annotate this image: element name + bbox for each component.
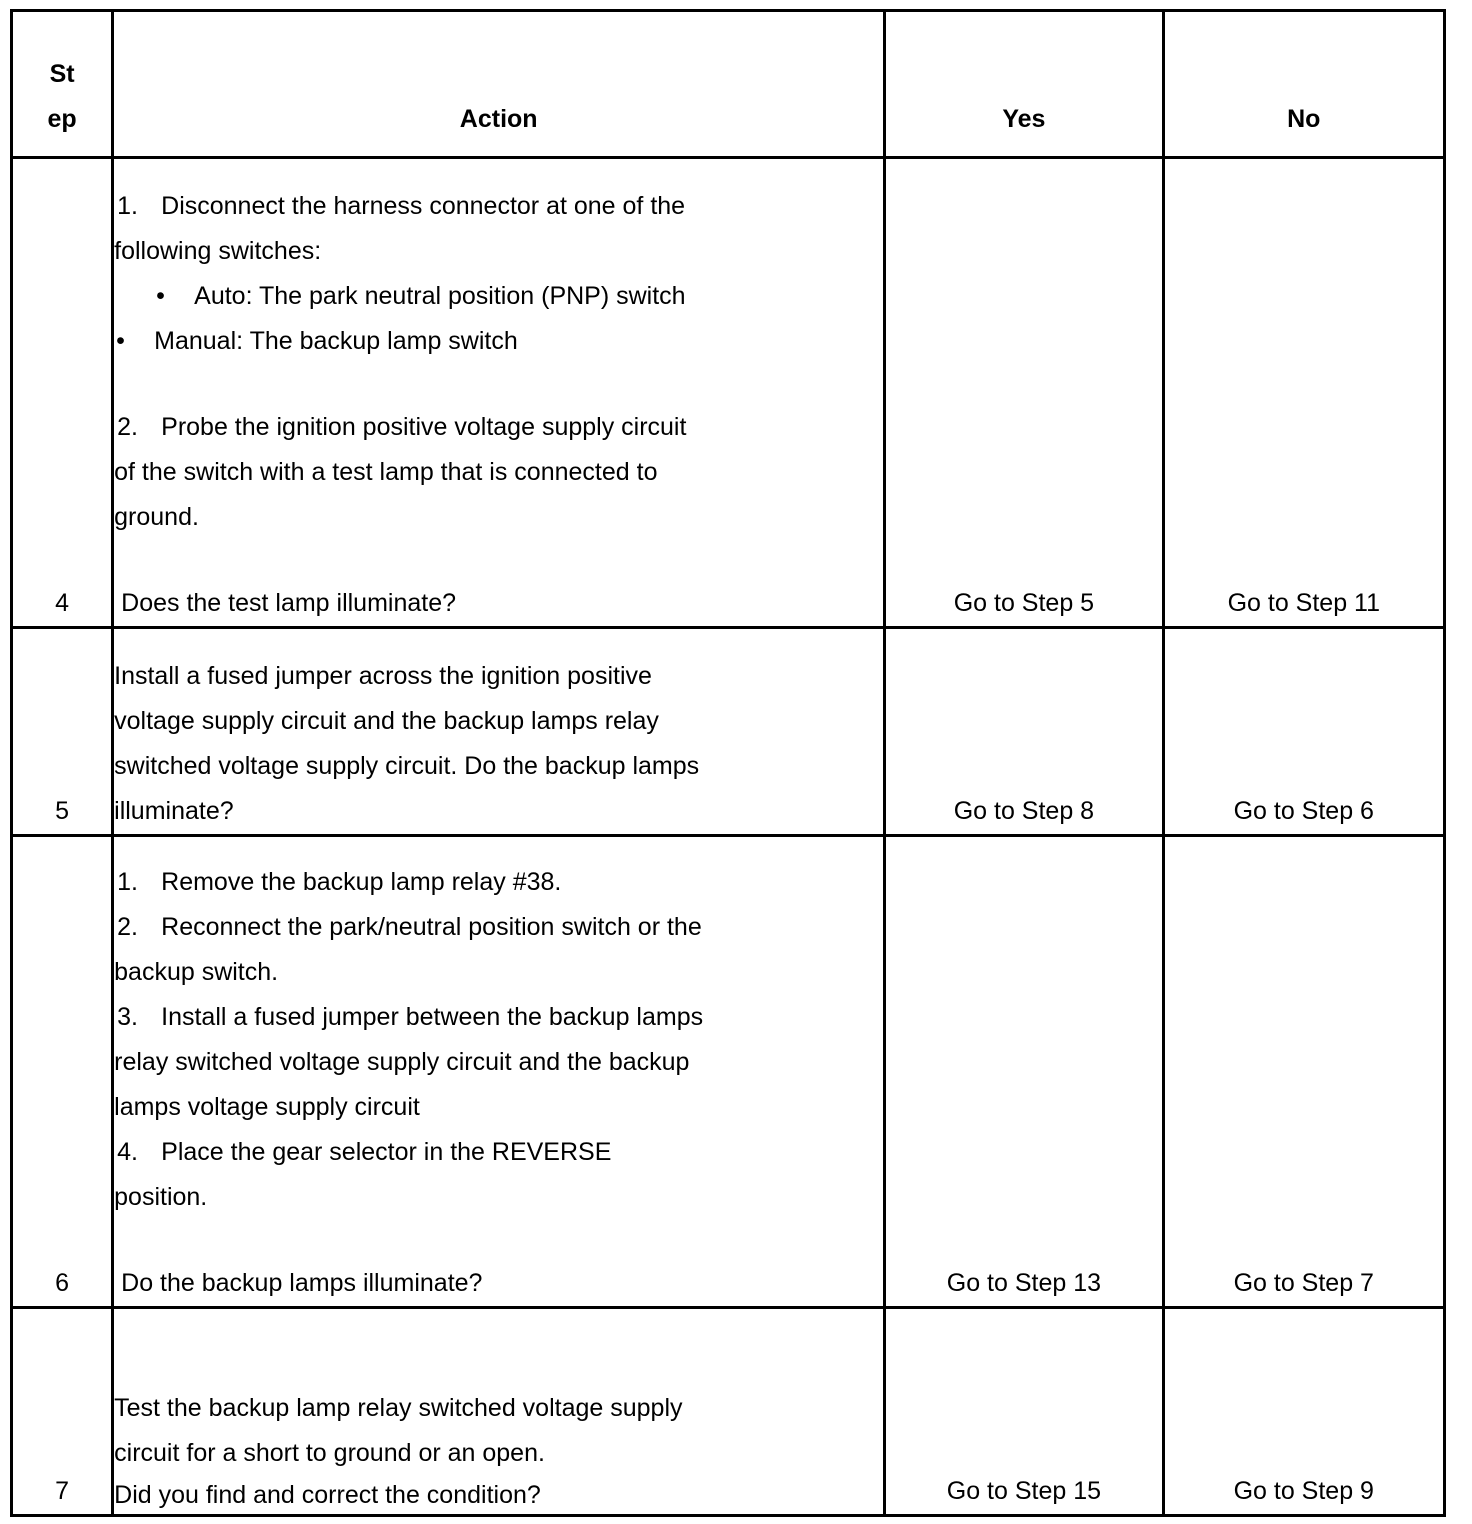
action-cell (113, 628, 885, 836)
no-result: Go to Step 9 (1163, 1308, 1444, 1516)
header-step-line1: St (49, 60, 75, 88)
list-number: 4. (117, 1138, 138, 1166)
no-result: Go to Step 6 (1163, 628, 1444, 836)
list-number: 1. (117, 868, 138, 896)
step-number: 4 (12, 158, 113, 628)
action-line (114, 1130, 883, 1175)
spacer (114, 1220, 883, 1261)
action-line: relay switched voltage supply circuit and the backup (114, 1048, 690, 1076)
action-line: Install a fused jumper across the ignition positive (114, 662, 652, 690)
header-action: Action (113, 11, 885, 158)
action-line (114, 905, 883, 950)
action-line: backup switch. (114, 958, 279, 986)
yes-result: Go to Step 8 (885, 628, 1163, 836)
header-step (12, 11, 113, 158)
yes-result: Go to Step 5 (885, 158, 1163, 628)
action-line: illuminate? (114, 797, 234, 825)
step-number: 5 (12, 628, 113, 836)
action-cell (113, 836, 885, 1308)
action-question: Do the backup lamps illuminate? (121, 1269, 483, 1297)
list-number: 2. (117, 913, 138, 941)
action-line: of the switch with a test lamp that is connected to (114, 458, 658, 486)
spacer (114, 540, 883, 581)
action-cell (113, 158, 885, 628)
action-text: Probe the ignition positive voltage supply circuit (161, 413, 687, 441)
action-line (114, 995, 883, 1040)
yes-result: Go to Step 15 (885, 1308, 1163, 1516)
action-text: Manual: The backup lamp switch (154, 327, 518, 355)
action-line: position. (114, 1183, 208, 1211)
header-no: No (1163, 11, 1444, 158)
action-line: voltage supply circuit and the backup lamps relay (114, 707, 659, 735)
action-line: Test the backup lamp relay switched voltage supply (114, 1394, 683, 1422)
action-line: lamps voltage supply circuit (114, 1093, 420, 1121)
no-result: Go to Step 11 (1163, 158, 1444, 628)
yes-result: Go to Step 13 (885, 836, 1163, 1308)
action-question: Does the test lamp illuminate? (121, 589, 457, 617)
table-row-step-7 (12, 1308, 1445, 1516)
action-line (114, 274, 883, 319)
header-step-line2: ep (47, 105, 77, 133)
action-text: Reconnect the park/neutral position switch or the (161, 913, 702, 941)
header-row (12, 11, 1445, 158)
table-row-step-5 (12, 628, 1445, 836)
action-text: Auto: The park neutral position (PNP) switch (194, 282, 686, 310)
header-yes: Yes (885, 11, 1163, 158)
list-number: 1. (117, 192, 138, 220)
action-text: Place the gear selector in the REVERSE (161, 1138, 612, 1166)
action-cell (113, 1308, 885, 1516)
action-line: ground. (114, 503, 199, 531)
action-text: Remove the backup lamp relay #38. (161, 868, 562, 896)
action-line (114, 405, 883, 450)
action-line: following switches: (114, 237, 322, 265)
bullet-icon: • (156, 282, 165, 310)
list-number: 3. (117, 1003, 138, 1031)
action-text: Disconnect the harness connector at one of the (161, 192, 686, 220)
no-result: Go to Step 7 (1163, 836, 1444, 1308)
spacer (114, 364, 883, 405)
action-line (114, 319, 883, 364)
list-number: 2. (117, 413, 138, 441)
diagnostic-table (10, 9, 1446, 1517)
action-line (114, 184, 883, 229)
action-line: switched voltage supply circuit. Do the backup lamps (114, 752, 700, 780)
action-text: Install a fused jumper between the backup lamps (161, 1003, 704, 1031)
step-number: 7 (12, 1308, 113, 1516)
table-row-step-4 (12, 158, 1445, 628)
action-line (114, 860, 883, 905)
action-line: circuit for a short to ground or an open. (114, 1439, 545, 1467)
action-line: Did you find and correct the condition? (114, 1481, 541, 1509)
step-number: 6 (12, 836, 113, 1308)
bullet-icon: • (116, 327, 125, 355)
table-row-step-6 (12, 836, 1445, 1308)
